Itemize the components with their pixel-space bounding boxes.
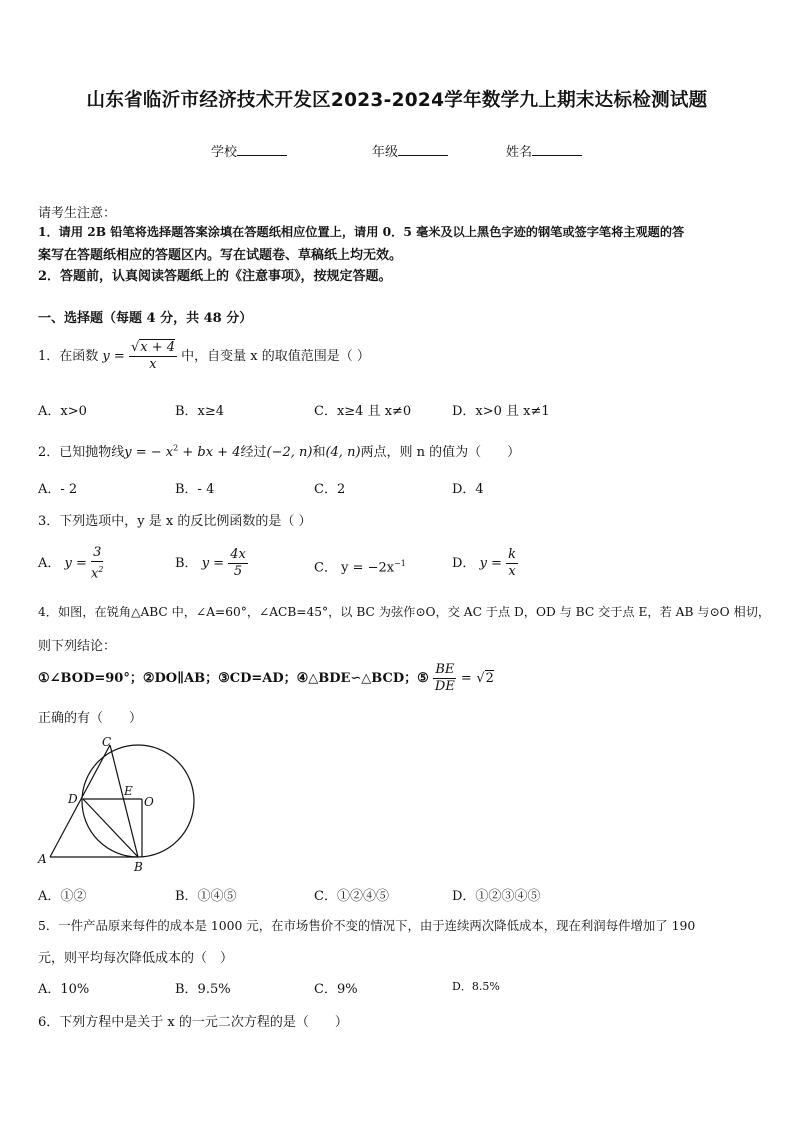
notice-heading: 请考生注意： bbox=[38, 206, 117, 221]
segment-cb bbox=[110, 745, 138, 857]
q2-option-d: D．4 bbox=[452, 482, 484, 497]
label-o: O bbox=[144, 795, 154, 809]
q5-option-b: B．9.5% bbox=[175, 982, 231, 997]
q2-prefix: 2．已知抛物线 bbox=[38, 445, 125, 460]
school-blank bbox=[237, 143, 287, 156]
q4-option-d: D．①②③④⑤ bbox=[452, 889, 541, 904]
q4-fraction: $\frac{BE}{DE}$ bbox=[434, 662, 455, 694]
q5-option-d: D．8.5% bbox=[452, 980, 500, 993]
q3-option-d: D． y = $\frac{k}{x}$ bbox=[452, 547, 516, 579]
q1-den: x bbox=[149, 357, 157, 372]
q2-option-c: C．2 bbox=[314, 482, 346, 497]
segment-ac bbox=[50, 745, 110, 857]
q5-line-2: 元，则平均每次降低成本的（ ） bbox=[38, 951, 234, 966]
q1-option-c: C．x≥4 且 x≠0 bbox=[314, 404, 412, 419]
label-a: A bbox=[38, 852, 47, 866]
q4-conclusions: ①∠BOD=90°；②DO∥AB；③CD=AD；④△BDE∽△BCD；⑤ $\frac{BE}{DE}$ = √2 bbox=[38, 662, 494, 694]
q4-ask: 正确的有（ ） bbox=[38, 711, 143, 726]
q2-option-a: A．- 2 bbox=[38, 482, 78, 497]
q4-option-b: B．①④⑤ bbox=[175, 889, 237, 904]
q5-option-a: A．10% bbox=[38, 982, 90, 997]
circle-o bbox=[82, 745, 194, 857]
notice-line-3: 2．答题前，认真阅读答题纸上的《注意事项》，按规定答题。 bbox=[38, 269, 392, 284]
q5-line-1: 5．一件产品原来每件的成本是 1000 元，在市场售价不变的情况下，由于连续两次降低成本，现在利润每件增加了 190 bbox=[38, 918, 696, 933]
label-b: B bbox=[134, 860, 143, 874]
q1-suffix: 中，自变量 x 的取值范围是（ ） bbox=[181, 349, 370, 364]
q2-formula-b: + bx + 4 bbox=[178, 445, 241, 460]
grade-label: 年级 bbox=[372, 145, 399, 160]
q2-and: 和 bbox=[312, 445, 326, 460]
geometry-figure bbox=[30, 733, 210, 875]
q4-line-1: 4．如图，在锐角△ABC 中，∠A=60°，∠ACB=45°，以 BC 为弦作⊙O，交 AC 于点 D，OD 与 BC 交于点 E，若 AB 与⊙O 相切， bbox=[38, 605, 771, 619]
school-field bbox=[211, 141, 287, 160]
q1-option-d: D．x>0 且 x≠1 bbox=[452, 404, 550, 419]
q1-lhs: y = bbox=[102, 349, 125, 364]
label-e: E bbox=[124, 784, 133, 798]
q2-formula-a: y = − x bbox=[124, 445, 174, 460]
question-2: 2．已知抛物线y = − $x^2$ + bx + 4经过(−2, n)和(4, n)两点，则 n 的值为（ ） bbox=[38, 443, 521, 460]
q2-point-2: (4, n) bbox=[325, 445, 361, 460]
page-title: 山东省临沂市经济技术开发区2023-2024学年数学九上期末达标检测试题 bbox=[86, 90, 708, 111]
q4-option-a: A．①② bbox=[38, 889, 87, 904]
grade-blank bbox=[398, 143, 448, 156]
label-c: C bbox=[102, 735, 112, 749]
q3-option-c: C． $y = -2x^{-1}$ bbox=[314, 559, 406, 576]
grade-field bbox=[372, 141, 448, 160]
q3-b-fraction: $\frac{4x}{5}$ bbox=[230, 547, 246, 579]
question-6: 6．下列方程中是关于 x 的一元二次方程的是（ ） bbox=[38, 1015, 348, 1030]
section-heading: 一、选择题（每题 4 分，共 48 分） bbox=[38, 311, 253, 326]
q4-line-2: 则下列结论： bbox=[38, 639, 117, 654]
q1-fraction bbox=[129, 340, 177, 373]
q1-option-b: B．x≥4 bbox=[175, 404, 225, 419]
question-1 bbox=[38, 340, 370, 374]
q1-option-a: A．x>0 bbox=[38, 404, 87, 419]
q1-num-radicand: x + 4 bbox=[140, 340, 175, 355]
question-3: 3．下列选项中，y 是 x 的反比例函数的是（ ） bbox=[38, 514, 312, 529]
q3-a-fraction: $\frac{3}{x^2}$ bbox=[91, 544, 104, 582]
q1-num: √x + 4 bbox=[130, 340, 175, 355]
q3-option-a: A． y = $\frac{3}{x^2}$ bbox=[38, 544, 104, 582]
q2-option-b: B．- 4 bbox=[175, 482, 215, 497]
q4-sqrt: √2 bbox=[476, 671, 494, 686]
q3-option-b: B． y = $\frac{4x}{5}$ bbox=[175, 547, 246, 579]
q2-mid: 经过 bbox=[240, 445, 267, 460]
school-label: 学校 bbox=[211, 145, 238, 160]
label-d: D bbox=[68, 792, 78, 806]
notice-line-2: 案写在答题纸相应的答题区内。写在试题卷、草稿纸上均无效。 bbox=[38, 248, 403, 263]
name-blank bbox=[532, 143, 582, 156]
q2-suffix: 两点，则 n 的值为（ ） bbox=[360, 445, 521, 460]
q1-prefix: 1．在函数 bbox=[38, 349, 99, 364]
name-label: 姓名 bbox=[506, 145, 533, 160]
q2-point-1: (−2, n) bbox=[266, 445, 313, 460]
q3-d-fraction: $\frac{k}{x}$ bbox=[508, 547, 516, 579]
segment-db bbox=[83, 799, 138, 857]
name-field bbox=[506, 141, 582, 160]
q4-option-c: C．①②④⑤ bbox=[314, 889, 389, 904]
q5-option-c: C．9% bbox=[314, 982, 358, 997]
notice-line-1: 1．请用 2B 铅笔将选择题答案涂填在答题纸相应位置上，请用 0．5 毫米及以上黑色字迹的钢笔或签字笔将主观题的答 bbox=[38, 225, 685, 239]
